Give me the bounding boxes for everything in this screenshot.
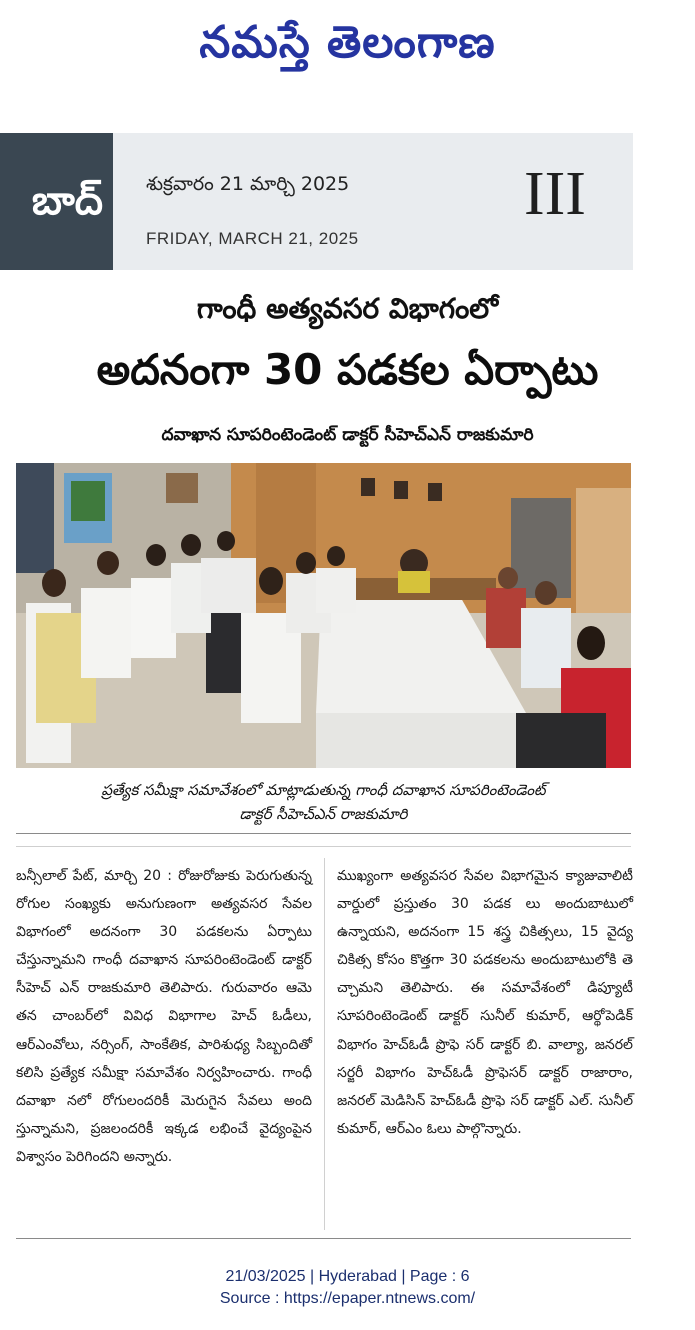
footer-date-location: 21/03/2025 | Hyderabad | Page : 6 <box>225 1268 470 1285</box>
page-footer <box>0 1266 695 1310</box>
article-headline: అదనంగా 30 పడకల ఏర్పాటు <box>96 345 599 394</box>
footer-source-link[interactable]: Source : https://epaper.ntnews.com/ <box>219 1290 476 1307</box>
date-telugu: శుక్రవారం 21 మార్చి 2025 <box>146 173 350 195</box>
article-byline: దవాఖాన సూపరింటెండెంట్ డాక్టర్ సీహెచ్ఎన్ రాజకుమారి <box>161 425 534 445</box>
article-kicker: గాంధీ అత్యవసర విభాగంలో <box>196 292 499 325</box>
caption-line-2: డాక్టర్ సీహెచ్ఎన్ రాజకుమారి <box>239 805 408 823</box>
photo-caption <box>16 778 631 826</box>
column-divider <box>324 858 325 1230</box>
meeting-photo <box>16 463 631 768</box>
article-column-right: ముఖ్యంగా అత్యవసర సేవల విభాగమైన క్యాజువాలిటీ వార్డులో ప్రస్తుతం 30 పడక లు అందుబాటులో ఉన్నాయని, అదనంగా 15 శస్త్ర చికిత్సలు, 15 వైద్య చికిత్స కోసం కొత్తగా 30 పడకలను అందుబాటులోకి తె చ్చామని తెలిపారు. ఈ సమావేశంలో డిప్యూటీ సూపరింటెండెంట్ డాక్టర్ సునీల్ కుమార్, ఆర్థోపెడిక్ విభాగం హెచ్ఓడీ ప్రొఫె సర్ డాక్టర్ బి. వాల్యా, జనరల్ సర్జరీ విభాగం హెచ్ఓడీ ప్రొఫెసర్ డాక్టర్ రాజారాం, జనరల్ మెడిసిన్ హెచ్ఓడీ ప్రొఫె సర్ డాక్టర్ ఎల్. సునీల్ కుమార్, ఆర్ఎం ఓలు పాల్గొన్నారు. <box>337 868 633 1137</box>
newspaper-masthead: నమస్తే తెలంగాణ <box>199 17 496 68</box>
date-english: FRIDAY, MARCH 21, 2025 <box>146 229 359 248</box>
section-divider <box>16 846 631 847</box>
article-column-left: బన్సీలాల్ పేట్, మార్చి 20 : రోజురోజుకు పెరుగుతున్న రోగుల సంఖ్యకు అనుగుణంగా అత్యవసర సేవల విభాగంలో అదనంగా 30 పడకలను ఏర్పాటు చేస్తున్నామని గాంధీ దవాఖాన సూపరింటెండెంట్ డాక్టర్ సీహెచ్ ఎన్ రాజకుమారి తెలిపారు. గురువారం ఆమె తన చాంబర్‌లో వివిధ విభాగాల హెచ్ ఓడీలు, ఆర్ఎంవోలు, నర్సింగ్, సాంకేతిక, పారిశుధ్య సిబ్బందితో కలిసి ప్రత్యేక సమీక్షా సమావేశం నిర్వహించారు. గాంధీ దవాఖా నలో రోగులందరికీ మెరుగైన సేవలు అంది స్తున్నామని, ప్రజలందరికీ ఇక్కడ లభించే వైద్యంపైన విశ్వాసం పెరిగిందని అన్నారు. <box>16 868 312 1165</box>
caption-line-1: ప్రత్యేక సమీక్షా సమావేశంలో మాట్లాడుతున్న గాంధీ దవాఖాన సూపరింటెండెంట్ <box>101 781 546 799</box>
page-roman-numeral: III <box>524 160 586 228</box>
caption-divider <box>16 833 631 834</box>
date-band <box>0 133 633 270</box>
article-end-divider <box>16 1238 631 1239</box>
section-name-fragment: బాద్ <box>0 133 113 270</box>
